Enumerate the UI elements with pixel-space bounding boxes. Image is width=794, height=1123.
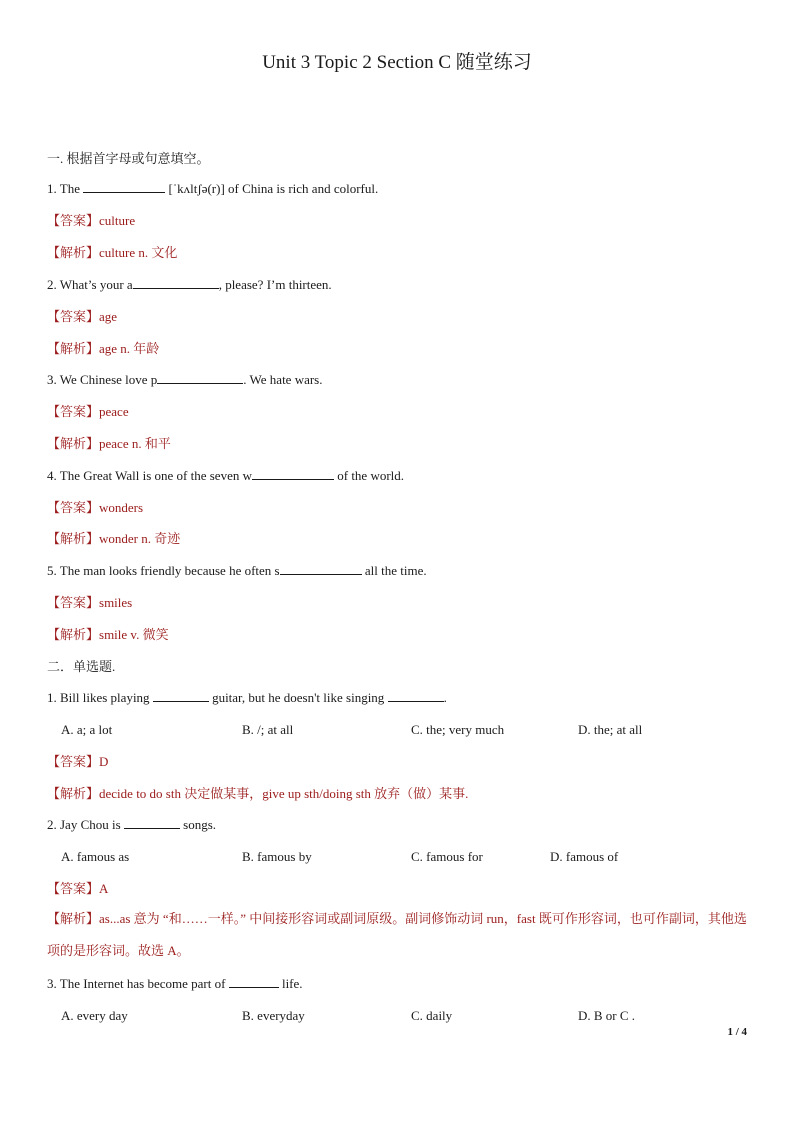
analysis-value: wonder n. 奇迹 — [99, 531, 181, 546]
question-3 — [47, 371, 323, 389]
answer-value: culture — [99, 213, 136, 228]
option-d: D. famous of — [550, 849, 619, 864]
option-b: B. famous by — [242, 849, 312, 864]
option-c: C. daily — [411, 1008, 453, 1023]
answer-value: wonders — [99, 500, 144, 515]
question-text: all the time. — [361, 563, 427, 578]
answer-label: 【答案】 — [47, 309, 100, 324]
analysis-value: age n. 年龄 — [99, 341, 160, 356]
answer-label: 【答案】 — [47, 213, 100, 228]
answer-value: peace — [99, 404, 129, 419]
answer-line — [47, 880, 108, 898]
question-text: 1. Bill likes playing — [47, 690, 153, 705]
section-heading-2: 二．单选题. — [47, 659, 116, 674]
analysis-label: 【解析】 — [47, 245, 100, 260]
question-text: songs. — [179, 817, 217, 832]
option-c: C. famous for — [411, 849, 483, 864]
question-text: . We hate wars. — [243, 372, 323, 387]
question-text: 2. Jay Chou is — [47, 817, 124, 832]
answer-label: 【答案】 — [47, 595, 100, 610]
answer-line — [47, 753, 108, 771]
analysis-label: 【解析】 — [47, 786, 100, 801]
question-text: life. — [278, 976, 303, 991]
question-text: 3. We Chinese love p — [47, 372, 158, 387]
answer-value: D — [99, 754, 109, 769]
answer-line — [47, 212, 135, 230]
answer-blank — [153, 689, 209, 702]
analysis-line — [47, 626, 169, 644]
analysis-value: as...as 意为 “和……一样。” 中间接形容词或副词原级。副词修饰动词 run，fast 既可作形容词，也可作副词，其他选项的是形容词。故选 A。 — [47, 911, 747, 958]
mc-question-3 — [47, 975, 303, 993]
question-1 — [47, 180, 378, 198]
analysis-label: 【解析】 — [47, 341, 100, 356]
question-text: . — [443, 690, 447, 705]
option-b: B. everyday — [242, 1008, 305, 1023]
answer-blank — [252, 467, 334, 480]
answer-line — [47, 499, 143, 517]
analysis-label: 【解析】 — [47, 531, 100, 546]
answer-line — [47, 403, 129, 421]
answer-line — [47, 308, 117, 326]
question-text: 5. The man looks friendly because he often s — [47, 563, 280, 578]
analysis-line — [47, 530, 180, 548]
analysis-line — [47, 435, 171, 453]
question-text: 2. What’s your a — [47, 277, 133, 292]
page-number: 1 / 4 — [727, 1026, 747, 1038]
analysis-label: 【解析】 — [47, 627, 100, 642]
answer-value: A — [99, 881, 109, 896]
option-d: D. B or C . — [578, 1008, 636, 1023]
analysis-value: peace n. 和平 — [99, 436, 171, 451]
option-b: B. /; at all — [242, 722, 294, 737]
analysis-line — [47, 244, 177, 262]
analysis-line — [47, 785, 468, 803]
answer-label: 【答案】 — [47, 404, 100, 419]
analysis-value: decide to do sth 决定做某事，give up sth/doing sth 放弃（做）某事. — [99, 786, 469, 801]
answer-line — [47, 594, 132, 612]
option-d: D. the; at all — [578, 722, 643, 737]
answer-blank — [133, 276, 219, 289]
answer-blank — [124, 816, 180, 829]
analysis-line — [47, 340, 159, 358]
option-a: A. every day — [61, 1008, 128, 1023]
section-heading-1: 一. 根据首字母或句意填空。 — [47, 151, 210, 166]
analysis-label: 【解析】 — [47, 436, 100, 451]
answer-label: 【答案】 — [47, 754, 100, 769]
answer-blank — [388, 689, 444, 702]
answer-blank — [83, 180, 165, 193]
answer-label: 【答案】 — [47, 881, 100, 896]
answer-label: 【答案】 — [47, 500, 100, 515]
question-5 — [47, 562, 427, 580]
page-title: Unit 3 Topic 2 Section C 随堂练习 — [262, 52, 532, 73]
question-2 — [47, 276, 332, 294]
analysis-value: smile v. 微笑 — [99, 627, 169, 642]
question-text: guitar, but he doesn't like singing — [208, 690, 388, 705]
question-text: , please? I’m thirteen. — [218, 277, 332, 292]
analysis-paragraph — [47, 903, 752, 967]
option-c: C. the; very much — [411, 722, 505, 737]
option-a: A. a; a lot — [61, 722, 113, 737]
option-a: A. famous as — [61, 849, 130, 864]
mc-question-1 — [47, 689, 447, 707]
answer-blank — [229, 975, 279, 988]
question-text: of the world. — [333, 468, 405, 483]
answer-value: age — [99, 309, 118, 324]
mc-question-2 — [47, 816, 216, 834]
question-text: 4. The Great Wall is one of the seven w — [47, 468, 252, 483]
analysis-value: culture n. 文化 — [99, 245, 178, 260]
question-4 — [47, 467, 404, 485]
question-text: 1. The — [47, 181, 84, 196]
answer-value: smiles — [99, 595, 133, 610]
analysis-label: 【解析】 — [47, 911, 100, 926]
answer-blank — [280, 562, 362, 575]
question-text: 3. The Internet has become part of — [47, 976, 229, 991]
question-text: [ˈkʌltʃə(r)] of China is rich and colorful. — [165, 181, 379, 196]
answer-blank — [157, 371, 243, 384]
